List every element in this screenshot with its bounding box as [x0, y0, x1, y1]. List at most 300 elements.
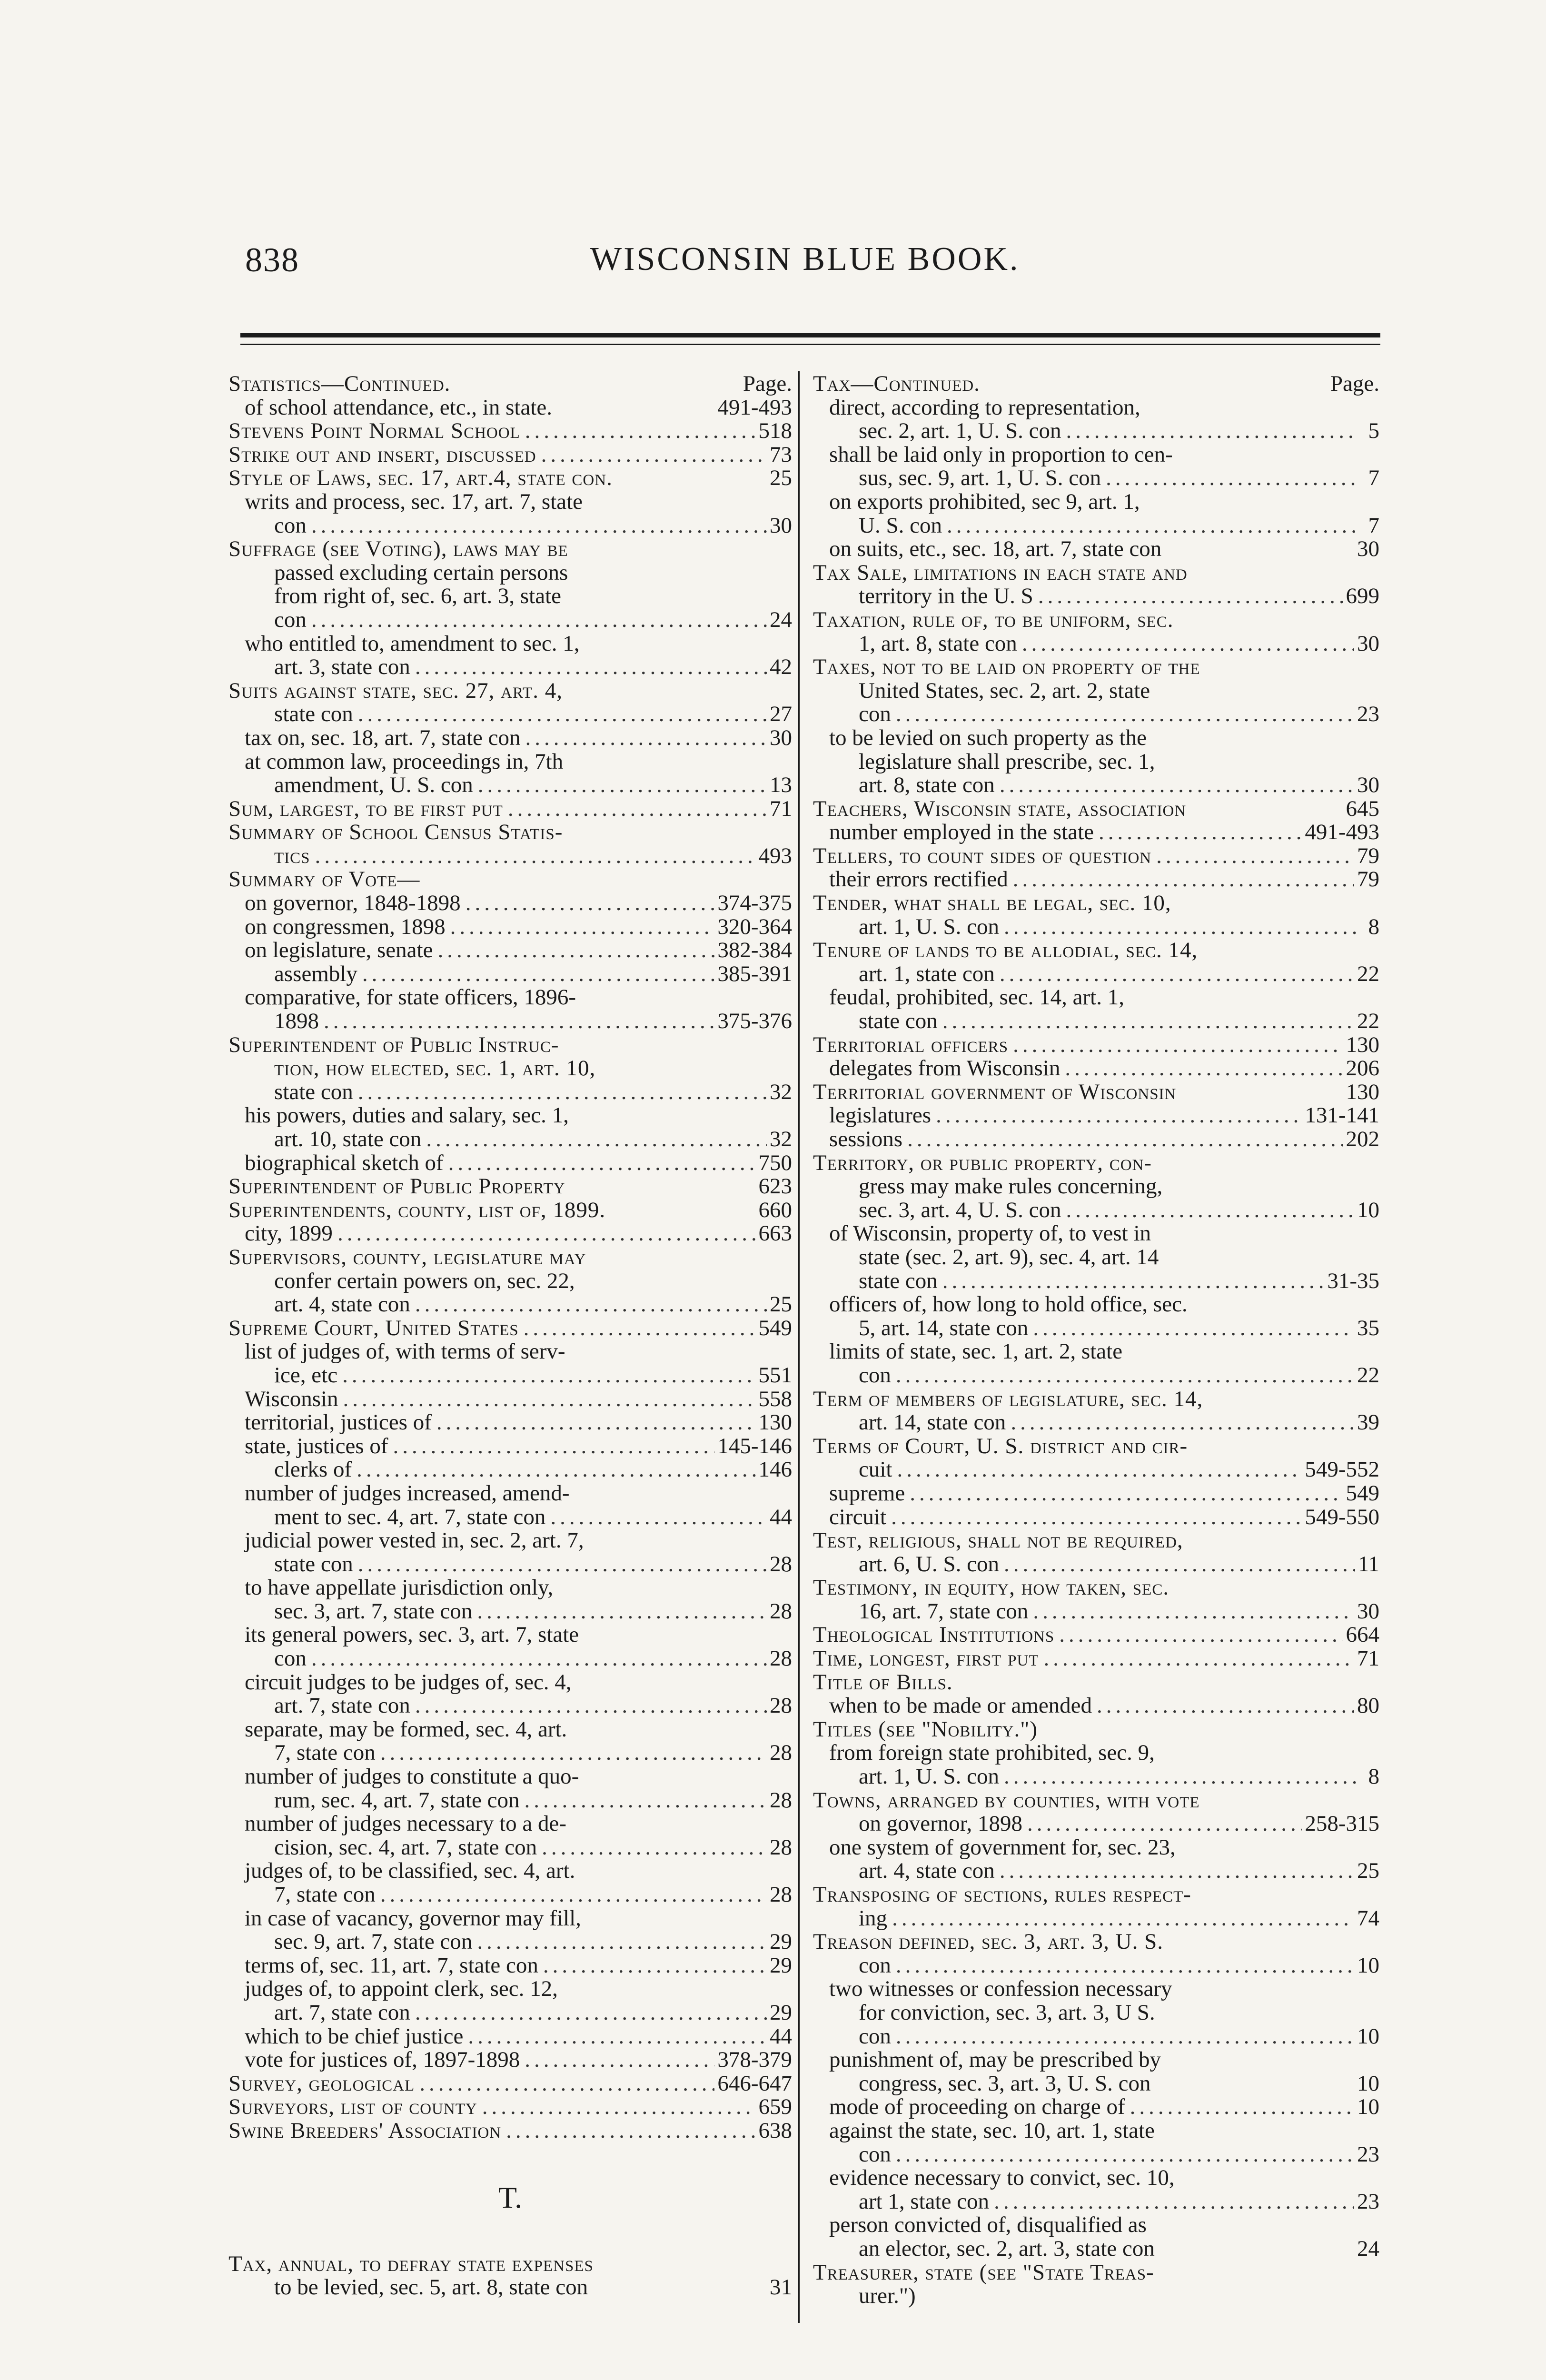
page-reference: 30 [770, 725, 792, 750]
entry-text: Style of Laws, sec. 17, art.4, state con. [228, 466, 613, 491]
index-entry [228, 2252, 792, 2276]
dot-leader [897, 1458, 1302, 1482]
index-entry [228, 797, 792, 821]
index-entry [813, 1246, 1379, 1269]
index-entry [228, 1128, 792, 1151]
dot-leader [1013, 868, 1354, 892]
index-entry [228, 1836, 792, 1860]
entry-text: Transposing of sections, rules respect- [813, 1882, 1191, 1907]
dot-leader [436, 1411, 756, 1435]
index-entry [228, 750, 792, 774]
page-reference: 130 [758, 1410, 792, 1435]
entry-text: ice, etc [274, 1362, 338, 1388]
entry-text: territorial, justices of [245, 1410, 432, 1435]
page-reference: 29 [770, 2000, 792, 2025]
index-entry [228, 2095, 792, 2119]
index-entry [228, 1151, 792, 1175]
dot-leader [448, 1151, 756, 1175]
entry-text: Theological Institutions [813, 1622, 1055, 1647]
index-entry [228, 1765, 792, 1789]
page-reference: 645 [1346, 796, 1379, 821]
index-entry [813, 632, 1379, 656]
entry-text: Test, religious, shall not be required, [813, 1528, 1183, 1553]
entry-text: Tax—Continued. [813, 371, 980, 396]
entry-text: supreme [829, 1480, 905, 1506]
index-entry [228, 1789, 792, 1813]
dot-leader [468, 2025, 767, 2049]
page-reference: 258-315 [1305, 1811, 1379, 1836]
index-entry [813, 1836, 1379, 1860]
page-reference: 80 [1357, 1693, 1379, 1718]
index-entry [228, 537, 792, 561]
page-reference: 30 [1357, 536, 1379, 562]
entry-text: Surveyors, list of county [228, 2094, 477, 2120]
entry-text: Swine Breeders' Association [228, 2118, 502, 2143]
entry-text: Titles (see "Nobility.") [813, 1716, 1038, 1742]
index-entry [813, 821, 1379, 844]
index-entry [813, 2237, 1379, 2261]
entry-text: Tender, what shall be legal, sec. 10, [813, 891, 1171, 916]
entry-text: sec. 9, art. 7, state con [274, 1929, 473, 1954]
entry-text: mode of proceeding on charge of [829, 2094, 1125, 2120]
entry-text: number of judges necessary to a de- [245, 1811, 567, 1836]
entry-text: Sum, largest, to be first put [228, 796, 503, 821]
dot-leader [482, 2095, 756, 2119]
dot-leader [311, 608, 767, 632]
index-entry [228, 1033, 792, 1057]
index-entry [813, 1128, 1379, 1151]
entry-text: sec. 3, art. 7, state con [274, 1598, 473, 1624]
page-reference: 44 [770, 2023, 792, 2049]
dot-leader [1106, 466, 1358, 490]
entry-text: Towns, arranged by counties, with vote [813, 1787, 1200, 1813]
dot-leader [892, 1907, 1354, 1931]
page-reference: 10 [1357, 1197, 1379, 1222]
index-entry [228, 774, 792, 797]
page-reference: 660 [758, 1197, 792, 1222]
index-column-right [813, 372, 1379, 2308]
entry-text: number of judges increased, amend- [245, 1480, 570, 1506]
index-entry [228, 1482, 792, 1506]
index-entry [228, 608, 792, 632]
entry-text: on governor, 1898 [859, 1811, 1023, 1836]
entry-text: Wisconsin [245, 1386, 338, 1411]
dot-leader [419, 2072, 714, 2096]
dot-leader [936, 1104, 1302, 1128]
dot-leader [1000, 1859, 1354, 1883]
index-entry [813, 1506, 1379, 1529]
index-entry [813, 1859, 1379, 1883]
index-entry [813, 372, 1379, 396]
dot-leader [1066, 419, 1358, 443]
index-entry [813, 1317, 1379, 1340]
dot-leader [1066, 1199, 1354, 1222]
page-reference: 385-391 [717, 961, 792, 986]
dot-leader [907, 1128, 1343, 1151]
index-entry [813, 1104, 1379, 1128]
entry-text: gress may make rules concerning, [859, 1174, 1163, 1199]
index-entry [813, 1954, 1379, 1978]
page-reference: 25 [770, 466, 792, 491]
entry-text: con [859, 2023, 891, 2049]
entry-text: two witnesses or confession necessary [829, 1976, 1172, 2002]
entry-text: Superintendent of Public Property [228, 1174, 565, 1199]
entry-text: circuit [829, 1504, 887, 1529]
entry-text: 7, state con [274, 1740, 376, 1765]
entry-text: on governor, 1848-1898 [245, 891, 461, 916]
index-entry [813, 2119, 1379, 2143]
index-entry [813, 561, 1379, 585]
index-entry [813, 1482, 1379, 1506]
index-entry [813, 1340, 1379, 1364]
entry-text: ment to sec. 4, art. 7, state con [274, 1504, 546, 1529]
entry-text: their errors rectified [829, 867, 1008, 892]
page-reference: 22 [1357, 1362, 1379, 1388]
index-entry [228, 1718, 792, 1742]
index-entry [813, 1576, 1379, 1600]
page-reference: 320-364 [717, 914, 792, 939]
page-reference: 39 [1357, 1410, 1379, 1435]
index-entry [813, 490, 1379, 514]
entry-text: U. S. con [859, 513, 942, 538]
page-reference: 27 [770, 702, 792, 727]
index-entry [813, 1458, 1379, 1482]
index-entry [228, 1741, 792, 1765]
page-reference: 23 [1357, 2189, 1379, 2214]
header-rule-thin [240, 344, 1380, 345]
dot-leader [415, 2001, 767, 2025]
index-entry [813, 1057, 1379, 1081]
entry-text: writs and process, sec. 17, art. 7, state [245, 489, 583, 514]
index-entry [813, 986, 1379, 1010]
index-entry [228, 1694, 792, 1718]
entry-text: Terms of Court, U. S. district and cir- [813, 1433, 1188, 1458]
dot-leader [525, 419, 756, 443]
dot-leader [896, 703, 1354, 726]
entry-text: passed excluding certain persons [274, 560, 568, 585]
dot-leader [896, 2025, 1354, 2049]
index-entry [228, 1269, 792, 1293]
dot-leader [415, 655, 767, 679]
entry-text: art. 7, state con [274, 1693, 410, 1718]
index-entry [813, 892, 1379, 915]
entry-text: art. 14, state con [859, 1410, 1006, 1435]
column-divider [798, 371, 800, 2323]
page-reference: 32 [770, 1079, 792, 1104]
index-entry [813, 1081, 1379, 1104]
entry-text: terms of, sec. 11, art. 7, state con [245, 1953, 538, 1978]
entry-text: separate, may be formed, sec. 4, art. [245, 1716, 567, 1742]
dot-leader [994, 2190, 1354, 2214]
page-reference: 382-384 [717, 938, 792, 963]
entry-text: United States, sec. 2, art. 2, state [859, 678, 1150, 703]
entry-text: feudal, prohibited, sec. 14, art. 1, [829, 985, 1124, 1010]
entry-text: Survey, geological [228, 2071, 415, 2096]
page-number: 838 [245, 241, 299, 279]
entry-text: Territory, or public property, con- [813, 1150, 1152, 1175]
entry-text: when to be made or amended [829, 1693, 1092, 1718]
entry-text: 16, art. 7, state con [859, 1598, 1029, 1624]
index-entry [228, 915, 792, 939]
page-reference: 146 [758, 1457, 792, 1482]
entry-text: art. 1, U. S. con [859, 914, 1000, 939]
index-entry [813, 1388, 1379, 1411]
dot-leader [1059, 1623, 1343, 1647]
page-reference: 30 [1357, 1598, 1379, 1624]
index-entry [813, 585, 1379, 608]
page-reference: 28 [770, 1835, 792, 1860]
index-entry [228, 514, 792, 538]
entry-text: city, 1899 [245, 1221, 333, 1246]
entry-text: assembly [274, 961, 357, 986]
index-entry [813, 1222, 1379, 1246]
entry-text: congress, sec. 3, art. 3, U. S. con [859, 2071, 1151, 2096]
index-entry [228, 1435, 792, 1458]
entry-text: art. 4, state con [859, 1858, 995, 1884]
page-reference: 7 [1368, 513, 1379, 538]
index-entry [813, 2190, 1379, 2214]
index-entry [813, 1553, 1379, 1577]
page-reference: 32 [770, 1127, 792, 1151]
entry-text: circuit judges to be judges of, sec. 4, [245, 1669, 572, 1695]
page-reference: 638 [758, 2118, 792, 2143]
entry-text: limits of state, sec. 1, art. 2, state [829, 1339, 1123, 1364]
index-entry [228, 561, 792, 585]
index-entry [228, 2025, 792, 2049]
entry-text: on exports prohibited, sec 9, art. 1, [829, 489, 1140, 514]
entry-text: art. 8, state con [859, 773, 995, 798]
entry-text: officers of, how long to hold office, sec. [829, 1292, 1188, 1317]
dot-leader [506, 2119, 755, 2143]
index-entry [228, 1883, 792, 1907]
entry-text: Title of Bills. [813, 1669, 953, 1695]
page-reference: 71 [770, 796, 792, 821]
index-entry [228, 679, 792, 703]
entry-text: con [859, 2142, 891, 2167]
entry-text: Stevens Point Normal School [228, 418, 520, 444]
index-entry [813, 419, 1379, 443]
entry-text: to be levied on such property as the [829, 725, 1147, 750]
entry-text: con [859, 702, 891, 727]
index-entry [813, 1907, 1379, 1931]
dot-leader [358, 1081, 767, 1104]
index-entry [813, 868, 1379, 892]
page-reference: 29 [770, 1953, 792, 1978]
page-reference: 10 [1357, 2071, 1379, 2096]
dot-leader [1099, 821, 1302, 844]
index-entry [228, 1293, 792, 1317]
entry-text: on congressmen, 1898 [245, 914, 446, 939]
entry-text: clerks of [274, 1457, 352, 1482]
header-rule-thick [240, 333, 1380, 337]
entry-text: state con [274, 1079, 353, 1104]
entry-text: art 1, state con [859, 2189, 990, 2214]
dot-leader [1022, 632, 1354, 656]
index-entry [813, 750, 1379, 774]
dot-leader [1011, 1411, 1354, 1435]
index-entry [813, 1435, 1379, 1458]
dot-leader [1043, 1647, 1354, 1671]
index-entry [813, 1812, 1379, 1836]
index-entry [813, 1789, 1379, 1813]
index-entry [813, 1647, 1379, 1671]
index-entry [813, 703, 1379, 726]
dot-leader [415, 1694, 767, 1718]
page-reference: 28 [770, 1598, 792, 1624]
index-entry [813, 1671, 1379, 1695]
page-reference: 374-375 [717, 891, 792, 916]
entry-text: state, justices of [245, 1433, 388, 1458]
page-reference: 375-376 [717, 1009, 792, 1034]
index-entry [813, 797, 1379, 821]
page-reference: 623 [758, 1174, 792, 1199]
index-entry [813, 2284, 1379, 2308]
entry-text: Testimony, in equity, how taken, sec. [813, 1575, 1169, 1600]
entry-text: to have appellate jurisdiction only, [245, 1575, 554, 1600]
entry-text: Tax Sale, limitations in each state and [813, 560, 1188, 585]
entry-text: tion, how elected, sec. 1, art. 10, [274, 1056, 596, 1081]
page-reference: 28 [770, 1693, 792, 1718]
dot-leader [942, 1269, 1325, 1293]
index-entry [228, 1859, 792, 1883]
index-entry [228, 1930, 792, 1954]
running-title: WISCONSIN BLUE BOOK. [590, 241, 1020, 278]
dot-leader [1065, 1057, 1343, 1081]
index-entry [228, 443, 792, 467]
index-entry [813, 608, 1379, 632]
index-entry [228, 632, 792, 656]
dot-leader [1004, 1553, 1355, 1577]
page-reference: 10 [1357, 1953, 1379, 1978]
dot-leader [358, 1553, 767, 1577]
dot-leader [1000, 774, 1354, 797]
entry-text: state con [274, 1551, 353, 1577]
dot-leader [478, 774, 767, 797]
index-entry [228, 1576, 792, 1600]
index-entry [228, 1388, 792, 1411]
dot-leader [357, 1458, 755, 1482]
entry-text: Treasurer, state (see "State Treas- [813, 2260, 1154, 2285]
page-reference: 549-550 [1305, 1504, 1379, 1529]
page-reference: 28 [770, 1646, 792, 1671]
page-reference: 25 [770, 1292, 792, 1317]
index-entry [228, 2276, 792, 2300]
entry-text: Tax, annual, to defray state expenses [228, 2251, 594, 2276]
entry-text: against the state, sec. 10, art. 1, state [829, 2118, 1155, 2143]
page-reference: 23 [1357, 702, 1379, 727]
entry-text: in case of vacancy, governor may fill, [245, 1905, 581, 1931]
page-reference: 663 [758, 1221, 792, 1246]
index-entry [228, 1364, 792, 1388]
page-reference: 13 [770, 773, 792, 798]
dot-leader [550, 1506, 767, 1529]
dot-leader [896, 1364, 1354, 1388]
entry-text: Superintendent of Public Instruc- [228, 1032, 559, 1057]
entry-text: ing [859, 1905, 888, 1931]
page-reference: 28 [770, 1882, 792, 1907]
entry-text: from right of, sec. 6, art. 3, state [274, 584, 561, 609]
index-entry [228, 1081, 792, 1104]
index-entry [228, 1222, 792, 1246]
dot-leader [1033, 1317, 1354, 1340]
index-entry [813, 1364, 1379, 1388]
index-entry [813, 726, 1379, 750]
dot-leader [1004, 1765, 1358, 1789]
index-entry [813, 679, 1379, 703]
dot-leader [1004, 915, 1358, 939]
index-entry [228, 1907, 792, 1931]
page-reference: 30 [1357, 631, 1379, 656]
page-reference: 8 [1368, 914, 1379, 939]
index-entry [228, 868, 792, 892]
entry-text: Suits against state, sec. 27, art. 4, [228, 678, 563, 703]
page-reference: 549-552 [1305, 1457, 1379, 1482]
dot-leader [1130, 2095, 1354, 2119]
index-entry [228, 585, 792, 608]
entry-text: list of judges of, with terms of serv- [245, 1339, 565, 1364]
dot-leader [541, 443, 767, 467]
dot-leader [1033, 1600, 1354, 1624]
entry-text: art. 1, U. S. con [859, 1764, 1000, 1789]
index-entry [228, 1506, 792, 1529]
entry-text: 5, art. 14, state con [859, 1315, 1029, 1340]
index-entry [813, 1883, 1379, 1907]
entry-text: Territorial officers [813, 1032, 1009, 1057]
page-reference: 31-35 [1327, 1268, 1379, 1293]
page-reference: 202 [1346, 1127, 1379, 1151]
index-entry [813, 2048, 1379, 2072]
dot-leader [393, 1435, 715, 1458]
index-entry [813, 774, 1379, 797]
entry-text: biographical sketch of [245, 1150, 444, 1175]
entry-text: tax on, sec. 18, art. 7, state con [245, 725, 521, 750]
index-entry [813, 537, 1379, 561]
entry-text: number of judges to constitute a quo- [245, 1764, 579, 1789]
page-reference: 23 [1357, 2142, 1379, 2167]
page-reference: 130 [1346, 1032, 1379, 1057]
entry-text: Territorial government of Wisconsin [813, 1079, 1177, 1104]
index-entry [228, 892, 792, 915]
index-entry [228, 466, 792, 490]
entry-text: number employed in the state [829, 820, 1094, 845]
dot-leader [1156, 844, 1354, 868]
entry-text: Superintendents, county, list of, 1899. [228, 1197, 606, 1222]
page-reference: 518 [758, 418, 792, 444]
dot-leader [362, 962, 714, 986]
index-entry [813, 844, 1379, 868]
page-reference: 659 [758, 2094, 792, 2120]
entry-text: con [859, 1953, 891, 1978]
entry-text: punishment of, may be prescribed by [829, 2047, 1161, 2073]
entry-text: sessions [829, 1127, 903, 1151]
index-entry [813, 1293, 1379, 1317]
page-reference: 491-493 [717, 395, 792, 420]
index-entry [813, 1977, 1379, 2001]
entry-text: Strike out and insert, discussed [228, 442, 536, 467]
entry-text: art. 6, U. S. con [859, 1551, 1000, 1577]
index-entry [228, 1411, 792, 1435]
dot-leader [380, 1741, 767, 1765]
entry-text: 1, art. 8, state con [859, 631, 1017, 656]
index-entry [228, 2048, 792, 2072]
dot-leader [947, 514, 1358, 538]
entry-text: shall be laid only in proportion to cen- [829, 442, 1173, 467]
page-reference: 551 [758, 1362, 792, 1388]
index-entry [813, 1694, 1379, 1718]
index-entry [228, 1175, 792, 1199]
index-entry [228, 1104, 792, 1128]
entry-text: Supreme Court, United States [228, 1315, 519, 1340]
